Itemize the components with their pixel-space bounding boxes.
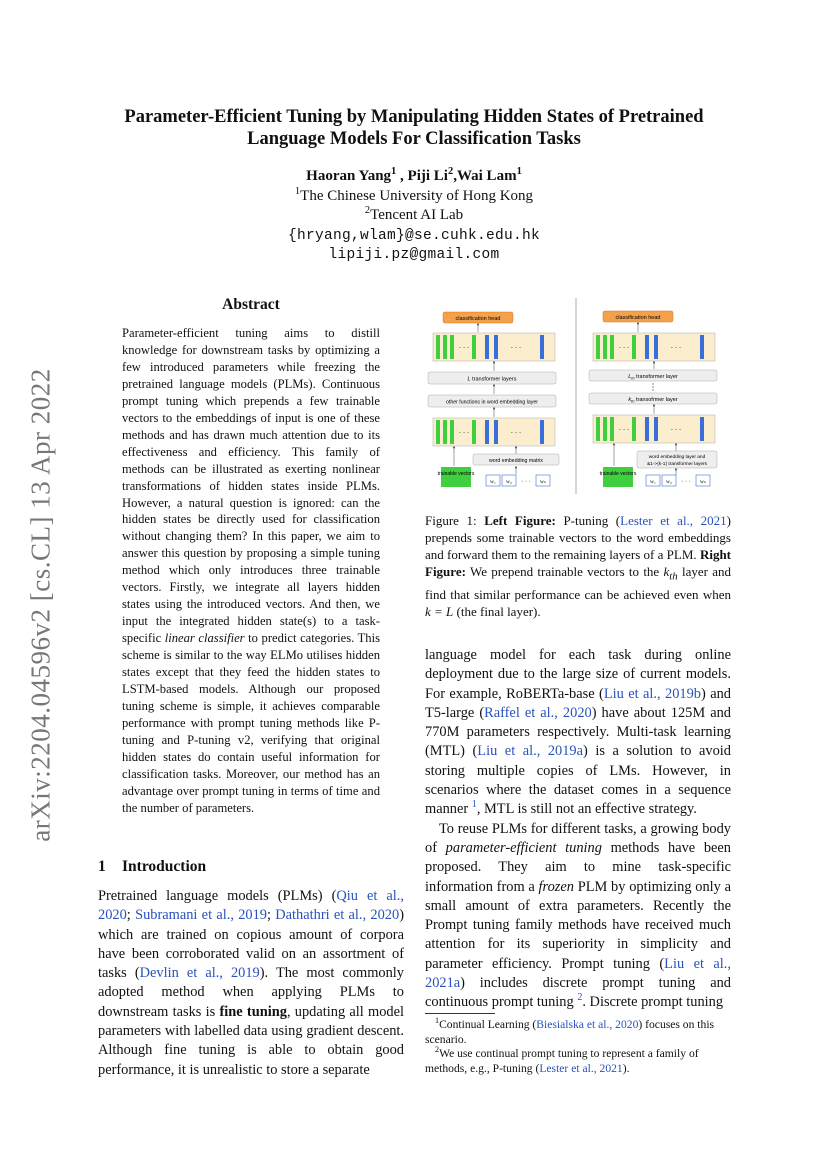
arxiv-sidebar: [23, 360, 59, 850]
body-text: methods have been proposed. They aim to mine task-specific information from a: [425, 839, 732, 895]
section-number: 1: [98, 858, 106, 875]
caption-equation: k = L: [425, 603, 454, 619]
caption-label: Figure 1:: [425, 513, 477, 528]
author-1: Haoran Yang: [306, 168, 392, 184]
footnote-text: Continual Learning (: [439, 1018, 537, 1031]
caption-text: We prepend trainable vectors to the: [469, 564, 660, 579]
body-text: , MTL is still not an effective strategy.: [476, 801, 697, 818]
caption-left-label: Left Figure:: [484, 513, 556, 528]
citation[interactable]: Raffel et al., 2020: [484, 704, 592, 721]
kth-transformer-label: $k_{th}$ transofrmer layer: [628, 397, 678, 404]
trainable-vectors-label: trainable vectors: [599, 471, 637, 477]
affiliation-1: $^1$The Chinese University of Hong Kong: [294, 186, 534, 204]
citation[interactable]: Biesialska et al., 2020: [536, 1018, 639, 1031]
email-1: {hryang,wlam}@se.cuhk.edu.hk: [287, 228, 541, 244]
figure-1: [415, 296, 735, 496]
dots-text: · · ·: [681, 479, 691, 485]
trainable-vectors-label: trainable vectors: [437, 471, 475, 477]
footnote-text: ).: [622, 1061, 630, 1075]
intro-text-a: Pretrained language models (PLMs) (: [98, 888, 337, 904]
dots-text: · · ·: [670, 344, 682, 352]
body-text: ) is a solution to avoid storing multiple copies of LMs. However, in scenarios where the dataset comes in a sequence manner: [425, 743, 731, 818]
section-title: Introduction: [122, 858, 207, 875]
trainable-vectors-box: [603, 467, 633, 487]
title-line-2: Language Models For Classification Tasks: [247, 129, 581, 149]
citation[interactable]: Liu et al., 2019a: [477, 743, 584, 760]
transformer-layers-label: L transformer layers: [467, 376, 517, 383]
left-figure: [428, 312, 559, 487]
body-text: . Discrete prompt tuning: [582, 994, 724, 1011]
body-text: PLM by optimizing only a small amount of extra parameters. Recently the Prompt tuning family methods have received much attention for its superiority in simplicity and parameter efficiency. Prompt tuning (: [425, 878, 731, 972]
arxiv-id: arXiv:2204.04596v2 [cs.CL] 13 Apr 2022: [25, 368, 56, 842]
affiliation-2: $^2$Tencent AI Lab: [364, 205, 464, 223]
figure-caption: [425, 512, 731, 620]
footnote-text: We use continual prompt tuning to represent a family of methods, e.g., P-tuning (: [425, 1047, 699, 1075]
title-line-1: Parameter-Efficient Tuning by Manipulating Hidden States of Pretrained: [124, 107, 704, 127]
footnotes: [425, 1018, 731, 1076]
body-text: To reuse PLMs for different tasks, a growing body of: [425, 820, 731, 856]
citation[interactable]: Qiu et al., 2020: [98, 888, 405, 924]
classification-head-label: classification head: [455, 316, 501, 322]
body-text: ) includes discrete prompt tuning and continuous prompt tuning: [425, 975, 731, 1011]
citation[interactable]: Liu et al., 2021a: [425, 955, 731, 992]
footnote-marker[interactable]: 2: [577, 992, 583, 1004]
right-column: [425, 646, 731, 1013]
dots-text: · · ·: [510, 344, 522, 352]
token-label: w₂: [506, 479, 512, 485]
citation[interactable]: Lester et al., 2021: [539, 1061, 623, 1075]
word-embedding-matrix-label: word embedding matrix: [489, 458, 543, 464]
abstract-text-1: Parameter-efficient tuning aims to distill knowledge for downstream tasks by optimizing a few introduced parameters while freezing the pretrained language models (PLMs). Continuous prompt tuning which prepends a few trainable vectors to the embeddings of input is one of these methods and has drawn much attention due to its effectiveness and efficiency. This family of methods can be illustrated as exerting nonlinear transformations of hidden states inside PLMs. However, a natural question is ignored: can the hidden states be directly used for classification without changing them? In this paper, we aim to answer this question by proposing a simple tuning method which only introduces three trainable vectors. Firstly, we integrate all layers hidden states using the introduced vectors. And then, we input the integrated hidden state(s) to a task-specific: [122, 326, 380, 646]
abstract-heading: Abstract: [222, 296, 280, 313]
author-2: Piji Li: [407, 168, 448, 184]
citation[interactable]: Lester et al., 2021: [620, 513, 727, 528]
intro-text-b: ) which are trained on copious amount of corpora have been corroborated valid on an assortment of tasks (: [98, 907, 404, 982]
citation[interactable]: Subramani et al., 2019: [135, 907, 267, 924]
footnote-number: 2: [435, 1045, 440, 1055]
token-label: w₁: [490, 479, 496, 485]
token-label: w₂: [666, 479, 672, 485]
affiliation-1-text: The Chinese University of Hong Kong: [300, 188, 534, 204]
dots-text: · · ·: [510, 429, 522, 437]
token-label: wₙ: [539, 479, 547, 485]
dots-text: · · ·: [458, 344, 470, 352]
citation[interactable]: Liu et al., 2019b: [603, 685, 701, 702]
dots-text: · · ·: [521, 479, 531, 485]
intro-paragraph: Pretrained language models (PLMs) (Qiu et al., 2020; Subramani et al., 2019; Dathathri et al., 2020) which are trained on copious amount of corpora have been corroborated valid on an assortment of tasks (Devlin et al., 2019). The most commonly adopted method when applying PLMs to downstream tasks is fine tuning, updating all model parameters with labelled data using gradient descent. Although fine tuning is able to obtain good performance, it is unrealistic to store a separate: [98, 888, 405, 1078]
affiliation-2-text: Tencent AI Lab: [370, 207, 464, 223]
token-label: w₁: [650, 479, 656, 485]
caption-text: ) prepends some trainable vectors to the word embeddings and forward them to the remaining layers of a PLM.: [425, 513, 731, 562]
caption-math: k: [663, 564, 670, 579]
footnote-number: 1: [435, 1016, 440, 1026]
authors: Haoran Yang$^1$ , Piji Li$^2$,Wai Lam$^1$: [306, 166, 522, 184]
section-heading-intro: [98, 858, 206, 876]
token-label: wₙ: [699, 479, 707, 485]
right-figure: [589, 311, 717, 487]
abstract-text-2: to predict categories. This scheme is similar to the way ELMo utilises hidden states except that they feed the hidden states to LSTM-based models. Although our proposed tuning scheme is simple, it achieves comparable performance with prompt tuning methods like P-tuning and P-tuning v2, verifying that original hidden states do contain useful information for classification tasks. Moreover, our method has an advantage over prompt tuning in terms of time and the number of parameters.: [122, 631, 381, 815]
emph-text: frozen: [538, 878, 574, 895]
citation[interactable]: Devlin et al., 2019: [139, 965, 260, 982]
citation[interactable]: Dathathri et al., 2020: [275, 907, 400, 924]
footnote-rule: [425, 1013, 495, 1014]
caption-text: layer and find that similar performance can be achieved even when: [425, 564, 732, 602]
caption-right-label: Right Figure:: [425, 547, 732, 579]
lth-transformer-label: $L_{th}$ transformer layer: [628, 374, 678, 381]
footnote-text: ) focuses on this scenario.: [425, 1018, 715, 1046]
dots-text: · · ·: [618, 344, 630, 352]
classification-head-label: classification head: [615, 315, 661, 321]
abstract-emph: linear classifier: [164, 631, 245, 646]
body-text: ) have about 125M and 770M parameters respectively. Multi-task learning (MTL) (: [425, 704, 731, 760]
figure-1-diagram: [415, 296, 735, 496]
abstract-body: [122, 325, 380, 817]
embedding-and-layers-label-2: &1->(k-1) transformer layers: [646, 462, 708, 467]
paragraph: [425, 646, 731, 820]
caption-math-sub: th: [669, 570, 678, 583]
email-2: lipiji.pz@gmail.com: [328, 247, 500, 263]
intro-text-c: ). The most commonly adopted method when applying PLMs to downstream tasks is: [98, 965, 404, 1020]
paragraph: [425, 820, 731, 1013]
footnote-1: [425, 1018, 731, 1047]
caption-text: P-tuning (: [563, 513, 621, 528]
embedding-and-layers-label-1: word embedding layer and: [648, 455, 706, 460]
footnote-marker[interactable]: 1: [471, 799, 477, 811]
dots-text: · · ·: [618, 426, 630, 434]
dots-text: · · ·: [670, 426, 682, 434]
dots-text: · · ·: [458, 429, 470, 437]
author-3: Wai Lam: [456, 168, 517, 184]
paper-title: [70, 106, 758, 150]
other-functions-label: other functions in word embedding layer: [446, 399, 538, 406]
intro-bold: fine tuning: [219, 1003, 287, 1020]
trainable-vectors-box: [441, 467, 471, 487]
caption-text: (the final layer).: [456, 603, 541, 619]
body-text: language model for each task during online deployment due to the large size of current models. For example, RoBERTa-base (: [425, 647, 731, 702]
body-text: ) and T5-large (: [425, 685, 731, 721]
intro-text-d: , updating all model parameters with labelled data using gradient descent. Although fine tuning is able to obtain good performance, it is unrealistic to store a separate: [98, 1003, 405, 1078]
emph-text: parameter-efficient tuning: [445, 839, 602, 856]
footnote-2: [425, 1047, 731, 1076]
